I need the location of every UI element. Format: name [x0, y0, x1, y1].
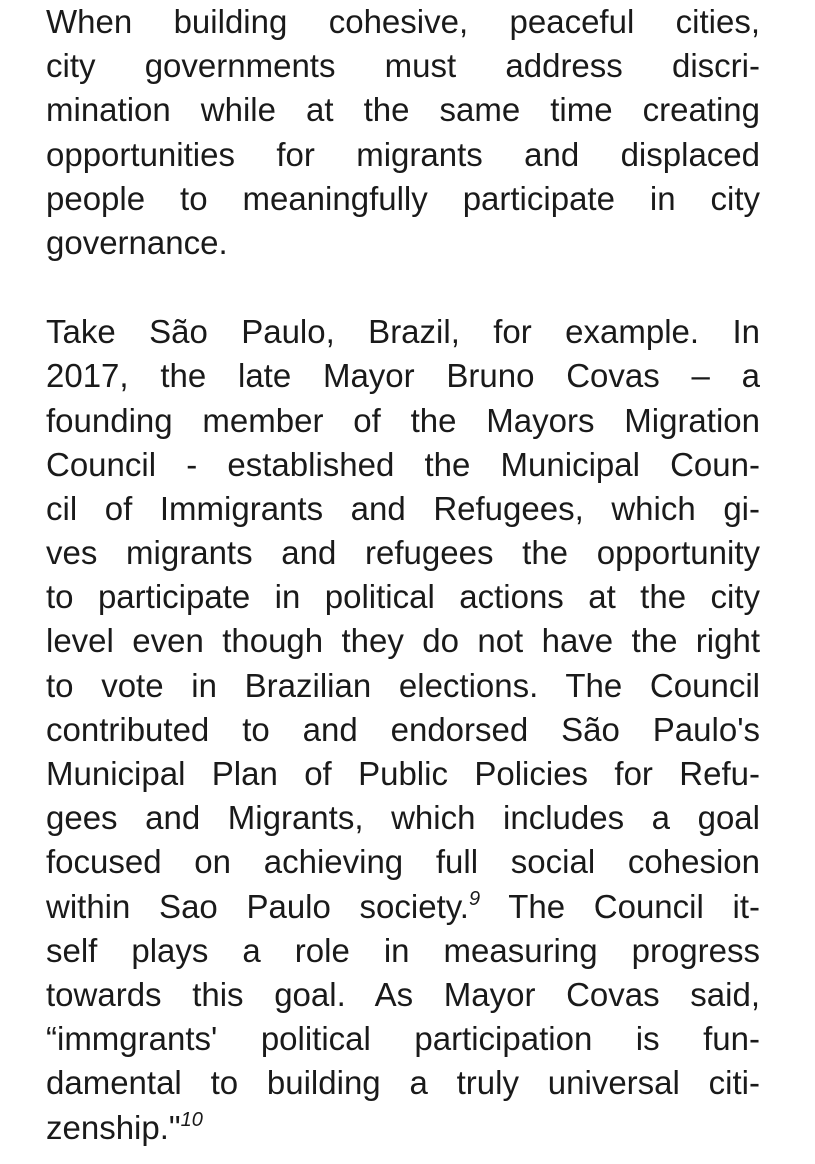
text-line: governance.: [46, 223, 228, 261]
document-page: [46, 0, 760, 1150]
text-line: towards this goal. As Mayor Covas said,: [46, 975, 760, 1013]
paragraph-1: [46, 0, 760, 265]
text-segment: The Council it-: [480, 887, 760, 925]
text-segment: within Sao Paulo society.: [46, 887, 469, 925]
text-line: 2017, the late Mayor Bruno Covas – a: [46, 357, 760, 395]
text-line: ves migrants and refugees the opportunity: [46, 534, 760, 572]
paragraph-2: [46, 310, 760, 1150]
text-line: gees and Migrants, which includes a goal: [46, 799, 760, 837]
text-line: mination while at the same time creating: [46, 91, 760, 129]
text-line: opportunities for migrants and displaced: [46, 135, 760, 173]
text-line: to participate in political actions at the city: [46, 578, 760, 616]
text-line: self plays a role in measuring progress: [46, 931, 760, 969]
paragraph-spacer: [46, 265, 760, 310]
text-line: founding member of the Mayors Migration: [46, 401, 760, 439]
footnote-10[interactable]: 10: [180, 1108, 203, 1131]
text-line: When building cohesive, peaceful cities,: [46, 3, 760, 40]
text-line: contributed to and endorsed São Paulo's: [46, 710, 760, 748]
text-line: level even though they do not have the right: [46, 622, 760, 660]
text-line: people to meaningfully participate in city: [46, 179, 760, 217]
text-line: focused on achieving full social cohesion: [46, 843, 760, 881]
text-line: Take São Paulo, Brazil, for example. In: [46, 313, 760, 351]
footnote-9[interactable]: 9: [468, 887, 481, 910]
text-line-with-footnote: [46, 1106, 760, 1150]
text-line: cil of Immigrants and Refugees, which gi-: [46, 489, 760, 527]
text-line: Council - established the Municipal Coun-: [46, 445, 760, 483]
text-line: “immgrants' political participation is fun-: [46, 1020, 760, 1058]
text-segment: zenship.": [46, 1108, 181, 1146]
text-line-with-footnote: [46, 885, 760, 929]
text-line: to vote in Brazilian elections. The Council: [46, 666, 760, 704]
text-line: Municipal Plan of Public Policies for Refu-: [46, 755, 760, 792]
text-line: damental to building a truly universal citi-: [46, 1064, 760, 1102]
text-line: city governments must address discri-: [46, 47, 760, 85]
